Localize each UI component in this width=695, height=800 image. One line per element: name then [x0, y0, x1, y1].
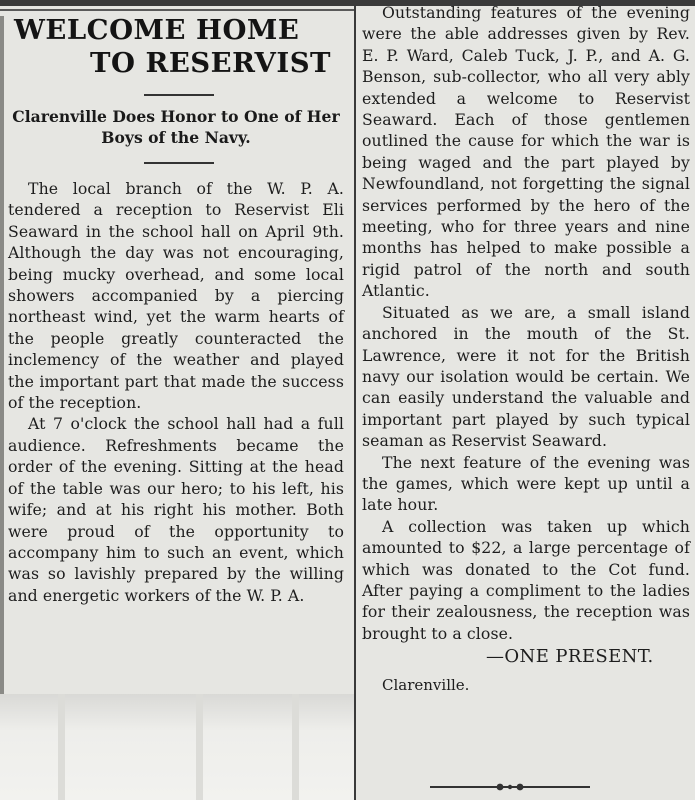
blank-faded-area [0, 694, 354, 800]
article-right-column [362, 2, 690, 695]
paragraph-island: Situated as we are, a small island anchored in the mouth of the St. Lawrence, were it not for the British navy our isolation would be certain. We can easily understand the valuable and important part played by such typical seaman as Reservist Seaward. [362, 302, 690, 451]
top-border-rule-thin [0, 9, 354, 11]
headline-line-1: WELCOME HOME [14, 14, 300, 46]
article-left-column [8, 14, 344, 606]
subheadline-divider [144, 162, 214, 164]
headline-divider [144, 94, 214, 96]
paragraph-reception: The local branch of the W. P. A. tendered a reception to Reservist Eli Seaward in the school hall on April 9th. Although the day was not encouraging, being mucky overhead, and some local showers accompanied by a piercing northeast wind, yet the warm hearts of the people greatly counteracted the inclemency of the weather and played the important part that made the success of the reception. [8, 179, 344, 413]
dateline: Clarenville. [382, 676, 470, 695]
paper-streak [196, 694, 203, 800]
paragraph-collection: A collection was taken up which amounted to $22, a large percentage of which was donated to the Cot fund. After paying a compliment to the ladies for their zealousness, the reception was brought to a close. [362, 516, 690, 643]
paragraph-audience: At 7 o'clock the school hall had a full audience. Refreshments became the order of the evening. Sitting at the head of the table was our hero; to his left, his wife; and at his right his mother. Both were proud of the opportunity to accompany him to such an event, which was so lavishly prepared by the willing and energetic workers of the W. P. A. [8, 414, 344, 605]
headline-line-2: TO RESERVIST [90, 47, 332, 79]
paragraph-addresses: Outstanding features of the evening were the able addresses given by Rev. E. P. Ward, Caleb Tuck, J. P., and A. G. Benson, sub-collector, who all very ably extended a welcome to Reservist Seaward. Each of those gentlemen outlined the cause for which the war is being waged and the part played by Newfoundland, not forgetting the signal services performed by the hero of the meeting, who for three years and nine months has helped to make possible a rigid patrol of the north and south Atlantic. [362, 3, 690, 301]
paper-streak [58, 694, 65, 800]
paper-streak [292, 694, 299, 800]
signature: —ONE PRESENT. [486, 646, 654, 668]
end-ornament-icon [430, 781, 590, 793]
article-headline [8, 14, 344, 80]
left-margin-rule [0, 16, 4, 696]
column-divider [354, 0, 356, 800]
paragraph-games: The next feature of the evening was the games, which were kept up until a late hour. [362, 452, 690, 515]
article-subheadline: Clarenville Does Honor to One of Her Boys of the Navy. [12, 107, 340, 147]
